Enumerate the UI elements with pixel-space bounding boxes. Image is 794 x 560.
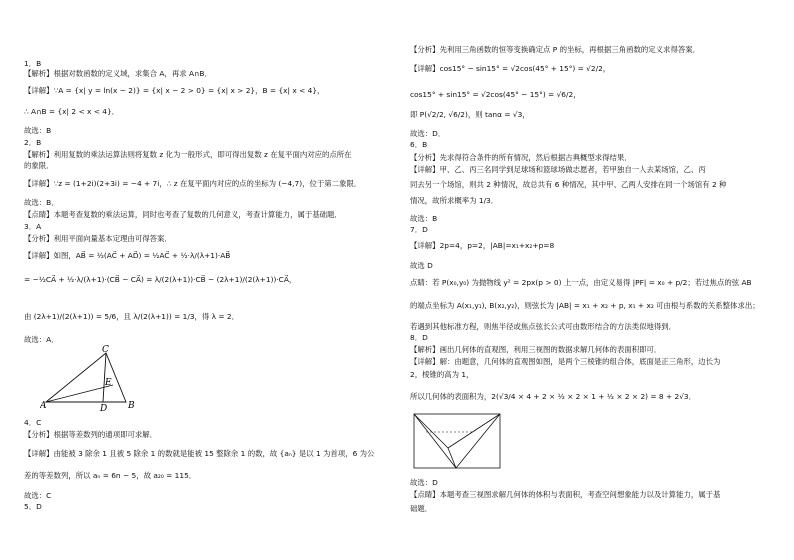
- right-line-19: 【解析】画出几何体的直观图，利用三视图的数据求解几何体的表面积即可．: [410, 345, 662, 354]
- right-line-20: 【详解】解：由题意，几何体的直观图如图，是两个三棱锥的组合体，底面是正三角形，边长为: [410, 357, 721, 366]
- left-line-21: 差的等差数列，所以 aₙ = 6n − 5，故 a₂₀ = 115．: [24, 471, 197, 480]
- left-line-4: ∴ A∩B = {x| 2 < x < 4}．: [24, 107, 120, 116]
- right-line-15: 点睛：若 P(x₀,y₀) 为抛物线 y² = 2px(p > 0) 上一点，由定义易得 |PF| = x₀ + p/2；若过焦点的弦 AB: [410, 278, 752, 287]
- left-column: [24, 0, 396, 560]
- right-line-16: 的端点坐标为 A(x₁,y₁), B(x₂,y₂)，则弦长为 |AB| = x₁ + x₂ + p, x₁ + x₂ 可由根与系数的关系整体求出；: [410, 301, 760, 310]
- left-line-20: 【详解】由能被 3 除余 1 且被 5 除余 1 的数就是能被 15 整除余 1 的数，故 {aₙ} 是以 1 为首项，6 为公: [24, 449, 375, 458]
- right-line-24: 【点睛】本题考查三视图求解几何体的体积与表面积，考查空间想象能力以及计算能力，属于基: [410, 490, 721, 499]
- right-line-12: 7．D: [410, 225, 428, 234]
- left-line-8: 的象限．: [24, 161, 54, 170]
- label-c: C: [102, 345, 109, 355]
- left-line-16: 由 (2λ+1)/(2(λ+1)) = 5/6，且 λ/(2(λ+1)) = 1/3，得 λ = 2．: [24, 312, 240, 321]
- right-line-25: 础题．: [410, 504, 433, 513]
- label-a: A: [40, 401, 47, 411]
- left-line-3: 【详解】∵A = {x| y = ln(x − 2)} = {x| x − 2 > 0} = {x| x > 2}，B = {x| x < 4}，: [24, 86, 325, 95]
- right-line-3: cos15° + sin15° = √2cos(45° − 15°) = √6/2，: [410, 90, 581, 99]
- left-line-12: 3．A: [24, 222, 42, 231]
- solid-figure: [412, 412, 504, 474]
- right-line-14: 故选 D: [410, 261, 433, 270]
- left-line-1: 1．B: [24, 59, 42, 68]
- left-line-23: 5．D: [24, 502, 42, 511]
- right-line-10: 情况，故所求概率为 1/3．: [410, 196, 499, 205]
- right-line-21: 2，棱锥的高为 1，: [410, 370, 474, 379]
- left-line-11: 【点睛】本题考查复数的乘法运算，同时也考查了复数的几何意义，考查计算能力，属于基础题．: [24, 210, 342, 219]
- label-d: D: [100, 404, 108, 413]
- left-line-13: 【分析】利用平面向量基本定理由可得答案．: [24, 234, 172, 243]
- right-line-6: 6．B: [410, 140, 428, 149]
- right-line-1: 【分析】先利用三角函数的恒等变换确定点 P 的坐标，再根据三角函数的定义求得答案．: [410, 45, 701, 54]
- right-line-17: 若遇到其他标准方程，则焦半径或焦点弦长公式可由数形结合的方法类似地得到．: [410, 322, 677, 331]
- right-line-13: 【详解】2p=4，p=2，|AB|=x₁+x₂+p=8: [410, 241, 555, 250]
- right-line-11: 故选：B: [410, 214, 438, 223]
- left-line-5: 故选：B: [24, 126, 52, 135]
- right-line-22: 所以几何体的表面积为，2(√3/4 × 4 + 2 × ½ × 2 × 1 + ½ × 2 × 2) = 8 + 2√3．: [410, 392, 697, 401]
- left-line-19: 【分析】根据等差数列的通项即可求解．: [24, 430, 158, 439]
- right-line-5: 故选：D．: [410, 129, 446, 138]
- left-line-6: 2．B: [24, 138, 42, 147]
- right-line-23: 故选：D: [410, 478, 438, 487]
- left-line-15: = −½CA⃗ + ½·λ/(λ+1)·(CB⃗ − CA⃗) = λ/(2(λ+1))·CB⃗ − (2λ+1)/(2(λ+1))·CA⃗，: [24, 275, 297, 284]
- right-line-8: 【详解】甲、乙、丙三名同学到足球场和篮球场做志愿者，若甲独自一人去某场馆，乙、丙: [410, 165, 706, 174]
- right-line-18: 8．D: [410, 333, 428, 342]
- right-line-9: 同去另一个场馆，则共 2 种情况，故总共有 6 种情况，其中甲、乙两人安排在同一个场馆有 2 种: [410, 180, 727, 189]
- right-line-2: 【详解】cos15° − sin15° = √2cos(45° + 15°) = √2/2，: [410, 64, 611, 73]
- left-line-18: 4．C: [24, 418, 42, 427]
- right-line-4: 即 P(√2/2, √6/2)，则 tanα = √3，: [410, 110, 530, 119]
- left-line-7: 【解析】利用复数的乘法运算法则将复数 z 化为一般形式，即可得出复数 z 在复平面内对应的点所在: [24, 150, 352, 159]
- left-line-2: 【解析】根据对数函数的定义域，求集合 A，再求 A∩B．: [24, 69, 212, 78]
- triangle-figure: [40, 345, 150, 413]
- label-b: B: [128, 401, 135, 411]
- right-line-7: 【分析】先求得符合条件的所有情况，然后根据古典概型求得结果．: [410, 153, 632, 162]
- left-line-10: 故选：B．: [24, 198, 59, 207]
- left-line-17: 故选：A．: [24, 335, 59, 344]
- right-column: [410, 0, 782, 560]
- left-line-14: 【详解】如图，AB⃗ = ½(AC⃗ + AD⃗) = ½AC⃗ + ½·λ/(λ+1)·AB⃗: [24, 251, 231, 260]
- left-line-22: 故选：C: [24, 491, 52, 500]
- label-e: E: [105, 378, 112, 388]
- left-line-9: 【详解】∵z = (1+2i)(2+3i) = −4 + 7i，∴ z 在复平面内对应的点的坐标为 (−4,7)，位于第二象限．: [24, 179, 362, 188]
